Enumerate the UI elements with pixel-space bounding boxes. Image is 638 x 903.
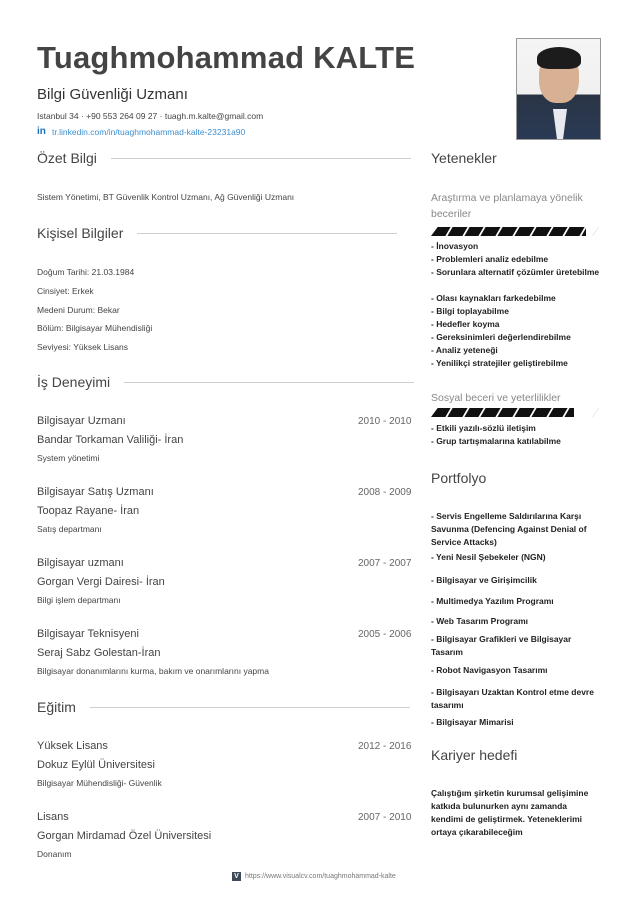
personal-heading-text: Kişisel Bilgiler bbox=[37, 225, 124, 241]
footer-url[interactable]: https://www.visualcv.com/tuaghmohammad-kalte bbox=[245, 873, 396, 880]
skill-item: - İnovasyon bbox=[431, 241, 479, 251]
portfolio-heading-text: Portfolyo bbox=[431, 470, 487, 486]
visualcv-icon: V bbox=[232, 872, 241, 881]
job-date: 2007 - 2007 bbox=[358, 558, 412, 569]
education-date: 2007 - 2010 bbox=[358, 812, 412, 823]
skill-item: - Etkili yazılı-sözlü iletişim bbox=[431, 423, 536, 433]
career-heading-text: Kariyer hedefi bbox=[431, 747, 518, 763]
skill-bar-segment bbox=[462, 408, 469, 417]
job-org: Toopaz Rayane- İran bbox=[37, 505, 140, 517]
summary-section-heading bbox=[37, 150, 411, 166]
education-degree: Lisans bbox=[37, 811, 69, 823]
skill-item: - Hedefler koyma bbox=[431, 319, 500, 329]
skill-category: Araştırma ve planlamaya yönelik beceriler bbox=[431, 192, 583, 220]
personal-item: Doğum Tarihi: 21.03.1984 bbox=[37, 267, 135, 277]
personal-section-heading bbox=[37, 225, 397, 241]
portfolio-item: - Bilgisayar Grafikleri ve Bilgisayar Tasarım bbox=[431, 634, 572, 657]
skill-item: - Gereksinimleri değerlendirebilme bbox=[431, 332, 571, 342]
skill-item: - Problemleri analiz edebilme bbox=[431, 254, 549, 264]
skills-section-heading bbox=[431, 150, 497, 166]
skill-bar-unfilled bbox=[574, 408, 599, 417]
personal-item: Seviyesi: Yüksek Lisans bbox=[37, 342, 129, 352]
summary-heading-text: Özet Bilgi bbox=[37, 150, 97, 166]
job-org: Gorgan Vergi Dairesi- İran bbox=[37, 576, 165, 588]
skill-bar-segment bbox=[479, 408, 486, 417]
job-date: 2008 - 2009 bbox=[358, 487, 412, 498]
linkedin-url[interactable]: tr.linkedin.com/in/tuaghmohammad-kalte-23231a90 bbox=[52, 126, 246, 137]
job-title: Bilgisayar uzmanı bbox=[37, 557, 124, 569]
skill-bar-segment bbox=[512, 227, 519, 236]
personal-item: Bölüm: Bilgisayar Mühendisliği bbox=[37, 323, 153, 333]
education-section-heading bbox=[37, 699, 410, 715]
summary-text: Sistem Yönetimi, BT Güvenlik Kontrol Uzmanı, Ağ Güvenliği Uzmanı bbox=[37, 192, 295, 202]
skill-bar-segment bbox=[462, 227, 469, 236]
skill-bar-segment bbox=[512, 408, 519, 417]
portfolio-item: - Bilgisayarı Uzaktan Kontrol etme devre tasarımı bbox=[431, 687, 594, 710]
skill-item: - Sorunlara alternatif çözümler üretebilme bbox=[431, 267, 600, 277]
personal-item: Cinsiyet: Erkek bbox=[37, 286, 94, 296]
job-org: Bandar Torkaman Valiliği- İran bbox=[37, 434, 184, 446]
job-desc: Bilgi işlem departmanı bbox=[37, 595, 121, 605]
skill-bar-segment bbox=[445, 408, 452, 417]
job-desc: Bilgisayar donanımlarını kurma, bakım ve onarımlarını yapma bbox=[37, 666, 269, 676]
skill-bar-segment bbox=[496, 227, 503, 236]
experience-section-heading bbox=[37, 374, 414, 390]
job-desc: System yönetimi bbox=[37, 453, 100, 463]
footer bbox=[232, 872, 396, 881]
skill-bar-unfilled bbox=[586, 227, 599, 236]
skill-bar-segment bbox=[563, 227, 570, 236]
skill-bar-segment bbox=[529, 227, 536, 236]
education-degree: Yüksek Lisans bbox=[37, 740, 108, 752]
portfolio-item: - Web Tasarım Programı bbox=[431, 616, 528, 626]
personal-item: Medeni Durum: Bekar bbox=[37, 305, 120, 315]
education-school: Gorgan Mirdamad Özel Üniversitesi bbox=[37, 830, 212, 842]
career-section-heading bbox=[431, 747, 517, 763]
skill-item: - Bilgi toplayabilme bbox=[431, 306, 509, 316]
career-text: Çalıştığım şirketin kurumsal gelişimine katkıda bulunurken aynı zamanda kendimi de geliştirmek. Yeteneklerimi ortaya çıkarabileceğim bbox=[431, 788, 589, 837]
portfolio-section-heading bbox=[431, 470, 486, 486]
skill-bar-segment bbox=[445, 227, 452, 236]
education-date: 2012 - 2016 bbox=[358, 741, 412, 752]
contact-line: Istanbul 34 · +90 553 264 09 27 · tuagh.m.kalte@gmail.com bbox=[37, 111, 264, 121]
linkedin-icon: in bbox=[37, 126, 46, 137]
skill-bar-segment bbox=[546, 408, 553, 417]
job-org: Seraj Sabz Golestan-İran bbox=[37, 647, 161, 659]
portfolio-item: - Robot Navigasyon Tasarımı bbox=[431, 665, 548, 675]
job-title: Bilgisayar Teknisyeni bbox=[37, 628, 139, 640]
experience-heading-text: İş Deneyimi bbox=[37, 374, 111, 390]
skill-bar-segment bbox=[529, 408, 536, 417]
skill-bar-segment bbox=[546, 227, 553, 236]
skill-item: - Yenilikçi stratejiler geliştirebilme bbox=[431, 358, 568, 368]
skill-bar-segment bbox=[563, 408, 570, 417]
education-heading-text: Eğitim bbox=[37, 699, 76, 715]
skill-category: Sosyal beceri ve yeterlilikler bbox=[431, 392, 561, 404]
portfolio-item: - Bilgisayar Mimarisi bbox=[431, 717, 514, 727]
education-school: Dokuz Eylül Üniversitesi bbox=[37, 759, 155, 771]
job-title-headline: Bilgi Güvenliği Uzmanı bbox=[37, 86, 188, 103]
linkedin-link[interactable] bbox=[37, 126, 245, 137]
education-field: Bilgisayar Mühendisliği- Güvenlik bbox=[37, 778, 162, 788]
skill-item: - Olası kaynakları farkedebilme bbox=[431, 293, 556, 303]
job-title: Bilgisayar Uzmanı bbox=[37, 415, 126, 427]
skill-level-bar bbox=[431, 227, 599, 236]
full-name: Tuaghmohammad KALTE bbox=[37, 40, 416, 75]
job-desc: Satış departmanı bbox=[37, 524, 102, 534]
portfolio-item: - Yeni Nesil Şebekeler (NGN) bbox=[431, 552, 546, 562]
job-title: Bilgisayar Satış Uzmanı bbox=[37, 486, 154, 498]
education-field: Donanım bbox=[37, 849, 72, 859]
portfolio-item: - Bilgisayar ve Girişimcilik bbox=[431, 575, 537, 585]
portfolio-item: - Servis Engelleme Saldırılarına Karşı Savunma (Defencing Against Denial of Service Attacks) bbox=[431, 511, 587, 547]
profile-photo bbox=[516, 38, 601, 140]
job-date: 2010 - 2010 bbox=[358, 416, 412, 427]
skill-item: - Grup tartışmalarına katılabilme bbox=[431, 436, 561, 446]
skill-level-bar bbox=[431, 408, 599, 417]
job-date: 2005 - 2006 bbox=[358, 629, 412, 640]
portfolio-item: - Multimedya Yazılım Programı bbox=[431, 596, 554, 606]
skill-bar-segment bbox=[496, 408, 503, 417]
skill-item: - Analiz yeteneği bbox=[431, 345, 498, 355]
skills-heading-text: Yetenekler bbox=[431, 150, 497, 166]
skill-bar-segment bbox=[479, 227, 486, 236]
